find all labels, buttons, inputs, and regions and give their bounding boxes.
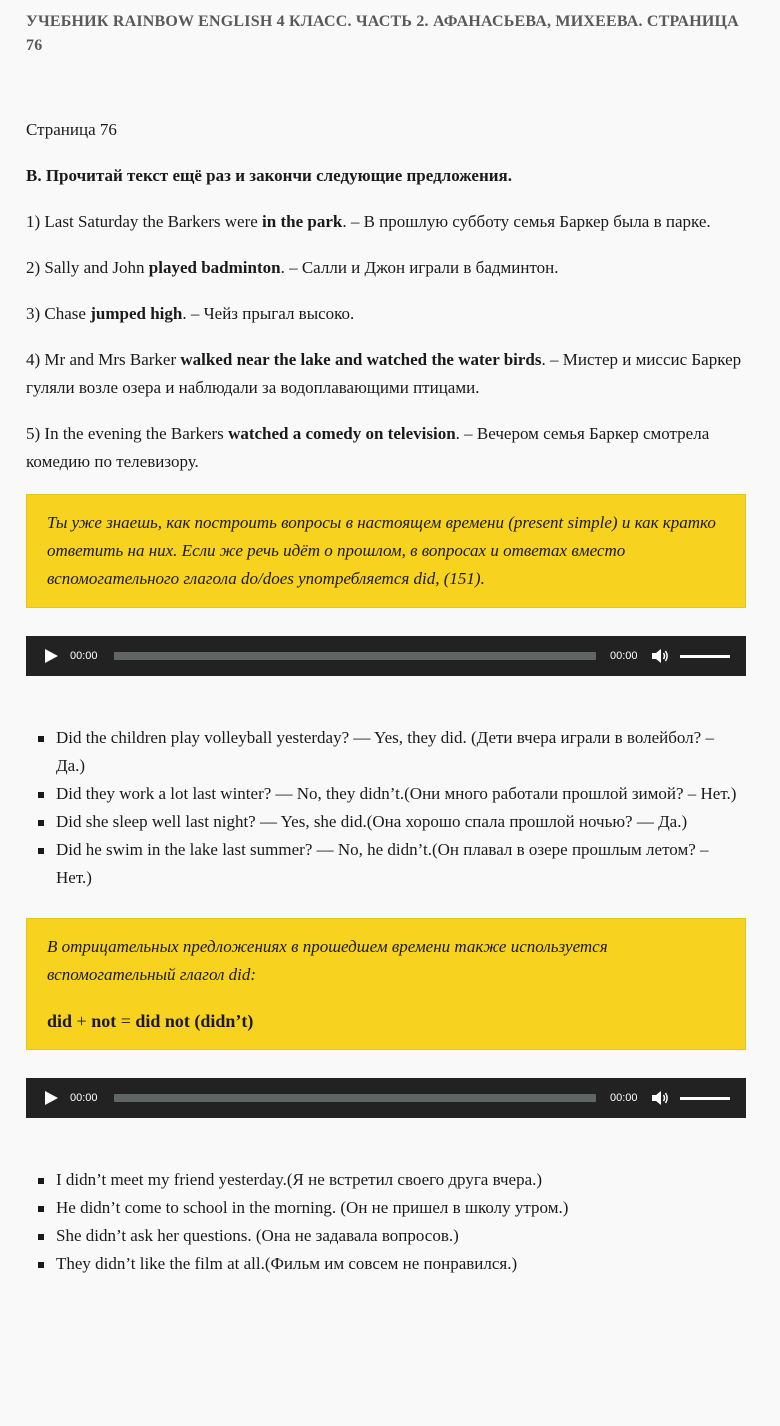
play-icon[interactable] [44, 649, 58, 663]
sentence-2: 2) Sally and John played badminton. – Салли и Джон играли в бадминтон. [26, 258, 559, 277]
volume-slider[interactable] [680, 1097, 730, 1100]
list-item: Did she sleep well last night? — Yes, she did.(Она хорошо спала прошлой ночью? — Да.) [56, 808, 746, 836]
play-icon[interactable] [44, 1091, 58, 1105]
audio-player-2 [26, 1078, 746, 1118]
examples-negatives [26, 1166, 746, 1278]
grammar-note-questions [26, 494, 746, 608]
list-item: Did he swim in the lake last summer? — No, he didn’t.(Он плавал в озере прошлым летом? – Нет.) [56, 836, 746, 892]
list-item: Did they work a lot last winter? — No, they didn’t.(Они много работали прошлой зимой? – Нет.) [56, 780, 746, 808]
list-item: Did the children play volleyball yesterday? — Yes, they did. (Дети вчера играли в волейбол? – Да.) [56, 724, 746, 780]
current-time: 00:00 [70, 650, 98, 662]
audio-player-1 [26, 636, 746, 676]
list-item: She didn’t ask her questions. (Она не задавала вопросов.) [56, 1222, 746, 1250]
formula: did + not = did not (didn’t) [47, 1011, 254, 1031]
current-time: 00:00 [70, 1092, 98, 1104]
sentence-4: 4) Mr and Mrs Barker walked near the lake and watched the water birds. – Мистер и миссис Баркер гуляли возле озера и наблюдали за водоплавающими птицами. [26, 350, 742, 397]
article-content [26, 116, 746, 1304]
list-item: I didn’t meet my friend yesterday.(Я не встретил своего друга вчера.) [56, 1166, 746, 1194]
progress-track[interactable] [114, 1094, 596, 1102]
volume-icon[interactable] [652, 1090, 670, 1106]
volume-slider[interactable] [680, 655, 730, 658]
page-label: Страница 76 [26, 120, 117, 139]
task-heading: B. Прочитай текст ещё раз и закончи следующие предложения. [26, 166, 512, 185]
grammar-note-negatives [26, 918, 746, 1050]
duration: 00:00 [610, 650, 638, 662]
volume-icon[interactable] [652, 648, 670, 664]
progress-track[interactable] [114, 652, 596, 660]
sentence-5: 5) In the evening the Barkers watched a comedy on television. – Вечером семья Баркер смотрела комедию по телевизору. [26, 424, 710, 471]
list-item: He didn’t come to school in the morning. (Он не пришел в школу утром.) [56, 1194, 746, 1222]
sentence-3: 3) Chase jumped high. – Чейз прыгал высоко. [26, 304, 355, 323]
page-title: УЧЕБНИК RAINBOW ENGLISH 4 КЛАСС. ЧАСТЬ 2. АФАНАСЬЕВА, МИХЕЕВА. СТРАНИЦА 76 [26, 13, 739, 54]
examples-questions [26, 724, 746, 892]
list-item: They didn’t like the film at all.(Фильм им совсем не понравился.) [56, 1250, 746, 1278]
note-text: В отрицательных предложениях в прошедшем времени также используется вспомогательный глагол did: [47, 937, 608, 984]
sentence-1: 1) Last Saturday the Barkers were in the park. – В прошлую субботу семья Баркер была в парке. [26, 212, 711, 231]
note-text: Ты уже знаешь, как построить вопросы в настоящем времени (present simple) и как кратко ответить на них. Если же речь идёт о прошлом, в вопросах и ответах вместо вспомогательного глагола do/does употребляется did, (151). [47, 513, 716, 588]
duration: 00:00 [610, 1092, 638, 1104]
